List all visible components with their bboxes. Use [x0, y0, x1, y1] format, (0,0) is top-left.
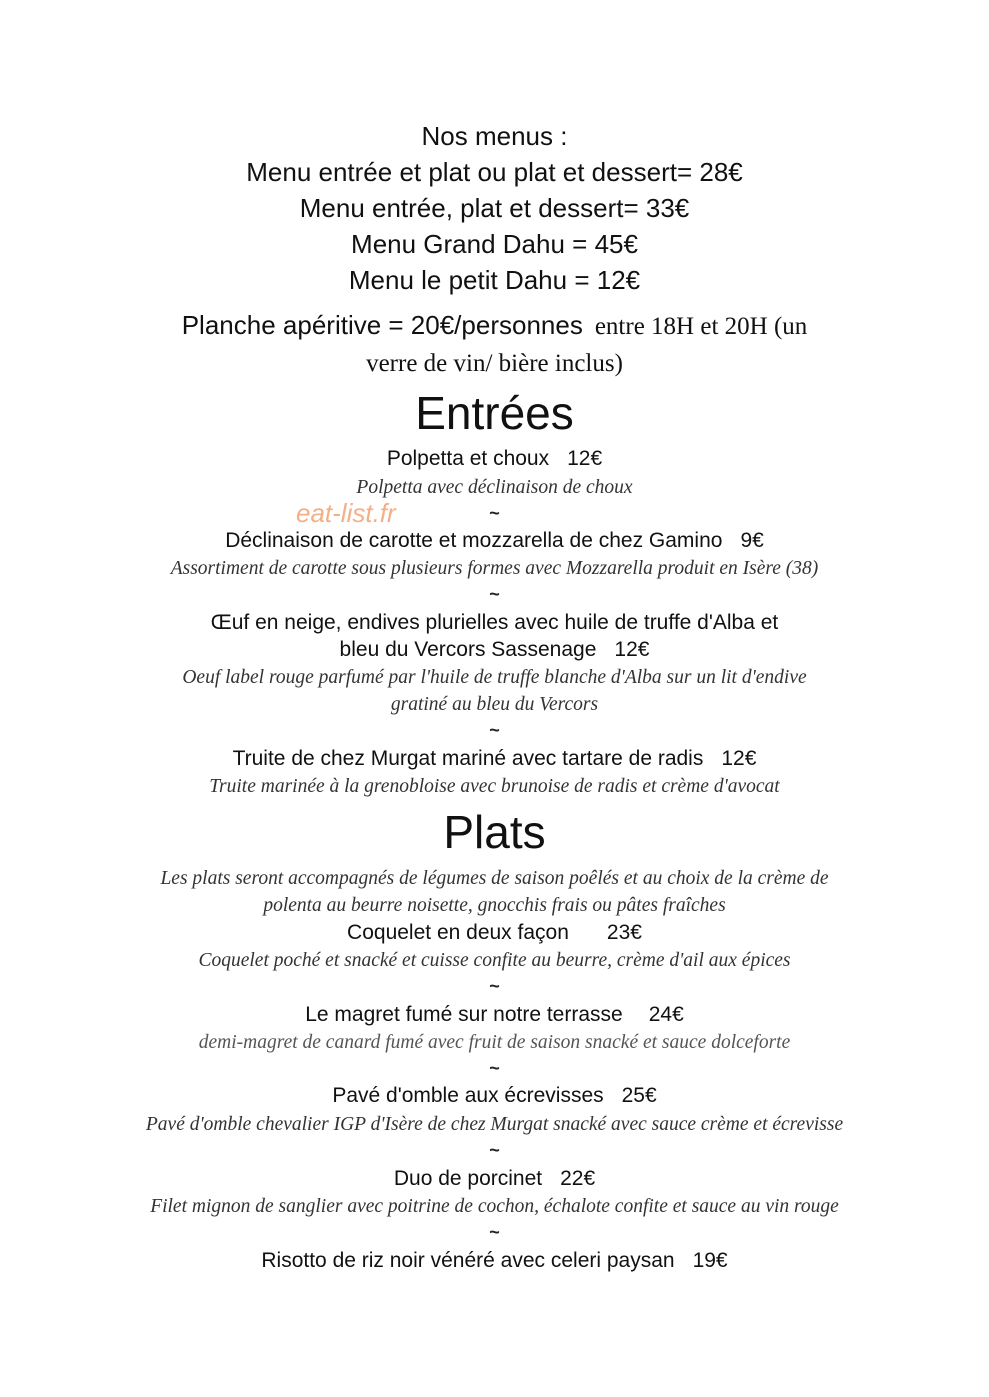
separator-tilde: ~ — [489, 1222, 500, 1242]
dish-price: 25€ — [621, 1084, 657, 1107]
menu-line: Menu entrée et plat ou plat et dessert= 28€ — [246, 157, 743, 187]
section-title-plats: Plats — [443, 806, 546, 858]
separator-tilde: ~ — [489, 1140, 500, 1160]
dish-name — [0, 638, 989, 662]
dish-price: 24€ — [648, 1003, 684, 1026]
dish-name — [0, 447, 989, 471]
dish-price: 12€ — [721, 747, 757, 770]
dish-description: Assortiment de carotte sous plusieurs formes avec Mozzarella produit en Isère (38) — [170, 558, 819, 579]
menu-line: Menu entrée, plat et dessert= 33€ — [299, 193, 690, 223]
dish-name — [0, 747, 989, 771]
dish-price: 23€ — [606, 921, 642, 944]
dish-name — [0, 1003, 989, 1027]
watermark-text: eat-list.fr — [296, 498, 396, 528]
dish-name — [0, 529, 989, 553]
dish-title: Polpetta et choux — [386, 447, 550, 470]
dish-title: Truite de chez Murgat mariné avec tartare de radis — [232, 747, 704, 770]
dish-name — [0, 1084, 989, 1108]
dish-description: Truite marinée à la grenobloise avec brunoise de radis et crème d'avocat — [209, 776, 780, 797]
dish-name: Œuf en neige, endives plurielles avec huile de truffe d'Alba et — [210, 611, 779, 634]
dish-price: 19€ — [692, 1249, 728, 1272]
dish-title: Coquelet en deux façon — [347, 921, 569, 944]
dish-title: Duo de porcinet — [393, 1167, 543, 1190]
dish-title: Risotto de riz noir vénéré avec celeri paysan — [261, 1249, 675, 1272]
aperitif-detail: entre 18H et 20H (un — [594, 313, 808, 340]
dish-description: Polpetta avec déclinaison de choux — [356, 477, 633, 498]
menus-title: Nos menus : — [421, 121, 568, 151]
aperitif-line — [0, 310, 989, 341]
aperitif-detail-continued: verre de vin/ bière inclus) — [366, 350, 623, 377]
section-title-entrees: Entrées — [415, 387, 574, 439]
dish-name — [0, 921, 989, 945]
dish-description: demi-magret de canard fumé avec fruit de saison snacké et sauce dolceforte — [198, 1032, 791, 1053]
dish-description: gratiné au bleu du Vercors — [390, 694, 599, 715]
separator-tilde: ~ — [489, 1058, 500, 1078]
separator-tilde: ~ — [489, 720, 500, 740]
dish-title: Pavé d'omble aux écrevisses — [332, 1084, 604, 1107]
dish-price: 12€ — [614, 638, 650, 661]
aperitif-label: Planche apéritive = 20€/personnes — [181, 310, 583, 340]
dish-title: Déclinaison de carotte et mozzarella de chez Gamino — [225, 529, 723, 552]
dish-price: 9€ — [740, 529, 764, 552]
menu-line: Menu Grand Dahu = 45€ — [351, 229, 638, 259]
separator-tilde: ~ — [489, 976, 500, 996]
menu-line: Menu le petit Dahu = 12€ — [348, 265, 641, 295]
dish-name — [0, 1167, 989, 1191]
separator-tilde: ~ — [489, 584, 500, 604]
plats-intro: polenta au beurre noisette, gnocchis frais ou pâtes fraîches — [263, 895, 726, 916]
dish-description: Pavé d'omble chevalier IGP d'Isère de chez Murgat snacké avec sauce crème et écrevisse — [145, 1114, 844, 1135]
plats-intro: Les plats seront accompagnés de légumes de saison poêlés et au choix de la crème de — [160, 868, 829, 889]
dish-price: 12€ — [567, 447, 603, 470]
dish-name — [0, 1249, 989, 1273]
separator-tilde: ~ — [489, 503, 500, 523]
dish-title: Le magret fumé sur notre terrasse — [305, 1003, 623, 1026]
dish-description: Oeuf label rouge parfumé par l'huile de truffe blanche d'Alba sur un lit d'endive — [182, 667, 807, 688]
dish-description: Coquelet poché et snacké et cuisse confite au beurre, crème d'ail aux épices — [198, 950, 791, 971]
dish-price: 22€ — [560, 1167, 596, 1190]
dish-description: Filet mignon de sanglier avec poitrine de cochon, échalote confite et sauce au vin rouge — [150, 1196, 839, 1217]
dish-title: bleu du Vercors Sassenage — [339, 638, 597, 661]
